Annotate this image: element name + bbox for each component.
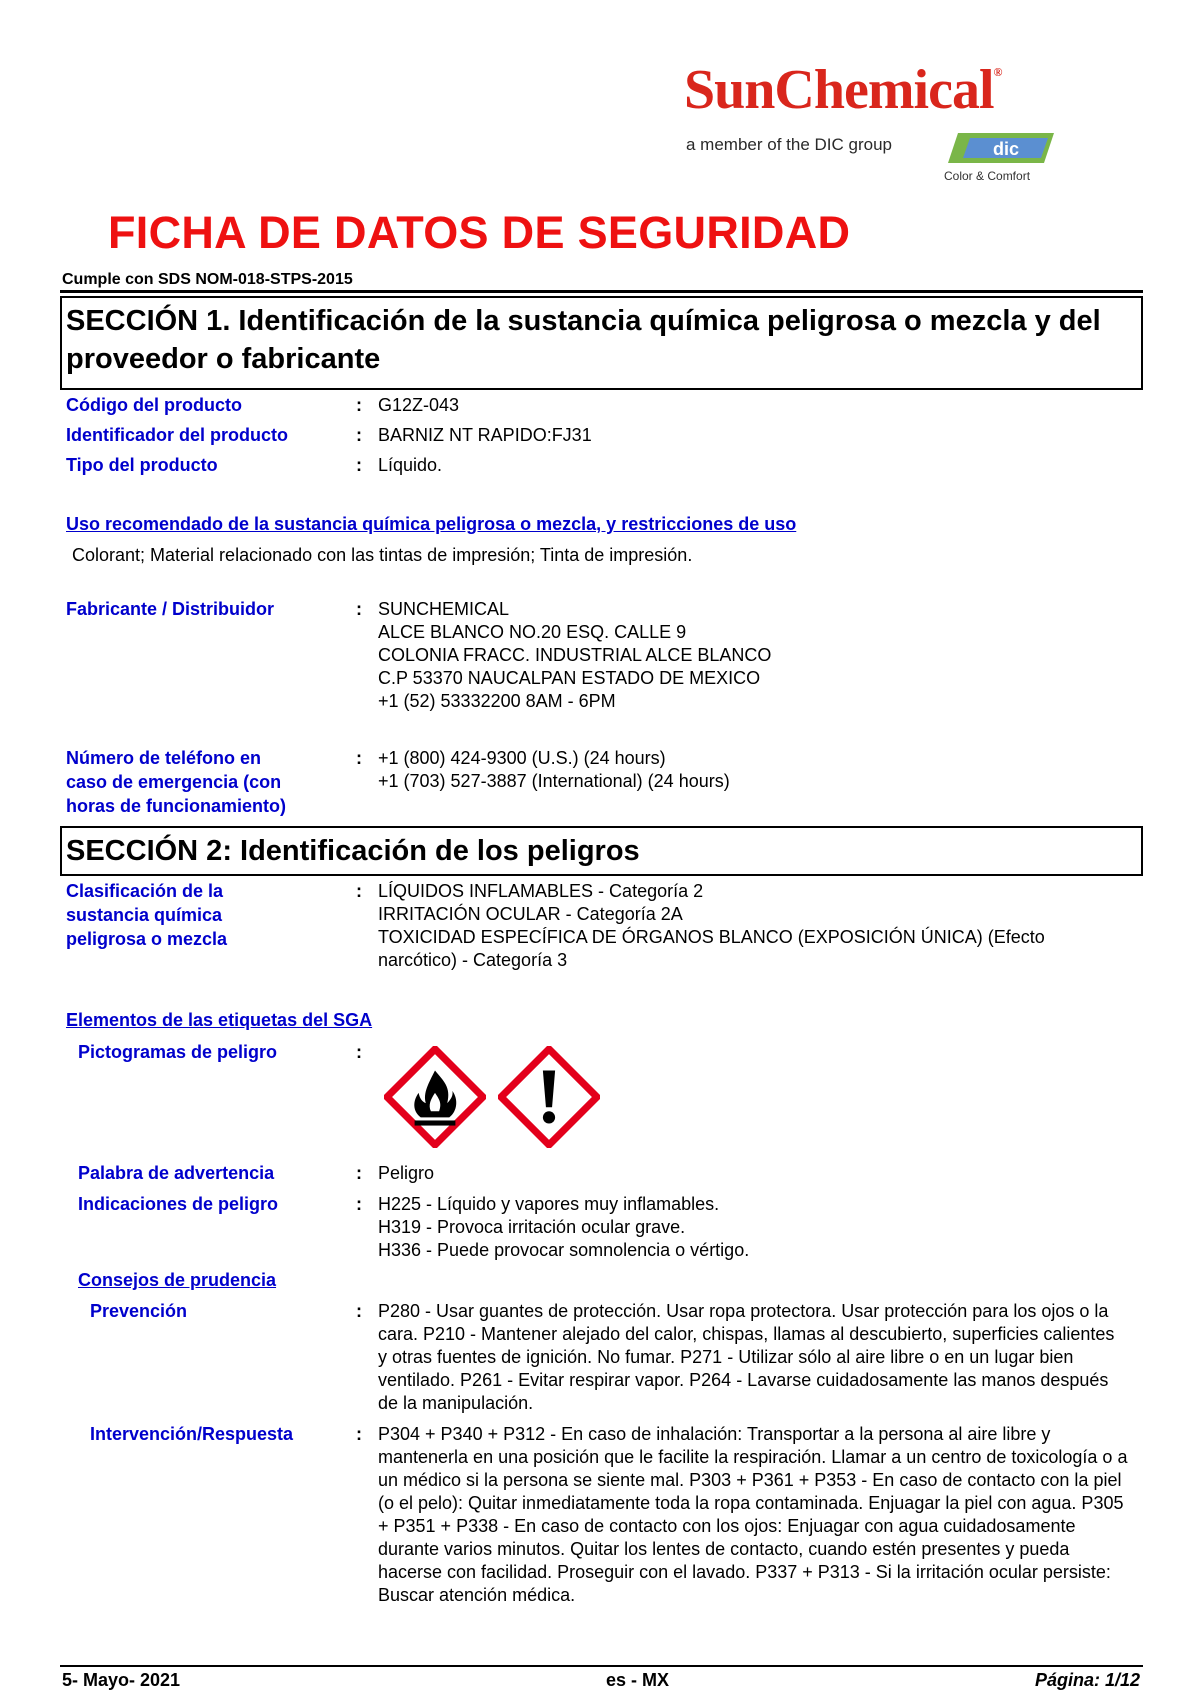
separator: :	[356, 881, 362, 901]
recommended-use-heading[interactable]: Uso recomendado de la sustancia química peligrosa o mezcla, y restricciones de uso	[66, 514, 797, 534]
pictograms-label: Pictogramas de peligro	[78, 1042, 278, 1062]
separator: :	[356, 425, 362, 445]
logo-tagline: a member of the DIC group	[686, 135, 892, 154]
emergency-label-line: caso de emergencia (con	[66, 772, 282, 792]
section1-title: SECCIÓN 1. Identificación de la sustancia química peligrosa o mezcla y del proveedor o fabricante	[66, 305, 1101, 375]
response-label: Intervención/Respuesta	[90, 1424, 294, 1444]
product-id-label: Identificador del producto	[66, 425, 289, 445]
hazard-statements	[378, 1193, 749, 1262]
label-elements-heading[interactable]: Elementos de las etiquetas del SGA	[66, 1010, 373, 1030]
separator: :	[356, 1042, 362, 1062]
footer-date: 5- Mayo- 2021	[62, 1670, 181, 1690]
exclamation-icon	[498, 1046, 600, 1148]
classification-line: TOXICIDAD ESPECÍFICA DE ÓRGANOS BLANCO (EXPOSICIÓN ÚNICA) (Efecto	[378, 927, 1045, 947]
product-code-value: G12Z-043	[378, 395, 460, 415]
emergency-phones	[378, 747, 730, 793]
address-line: COLONIA FRACC. INDUSTRIAL ALCE BLANCO	[378, 645, 772, 665]
manufacturer-label: Fabricante / Distribuidor	[66, 599, 275, 619]
section2-header-box	[60, 826, 1143, 876]
hazard-statement: H225 - Líquido y vapores muy inflamables.	[378, 1194, 720, 1214]
separator: :	[356, 395, 362, 415]
address-line: SUNCHEMICAL	[378, 599, 510, 619]
classification-label	[66, 879, 227, 951]
dic-logo-icon	[948, 131, 1056, 165]
product-id-value: BARNIZ NT RAPIDO:FJ31	[378, 425, 592, 445]
document-title: FICHA DE DATOS DE SEGURIDAD	[108, 207, 851, 258]
sunchemical-logo	[684, 59, 1002, 121]
separator: :	[356, 455, 362, 475]
emergency-phone-line: +1 (800) 424-9300 (U.S.) (24 hours)	[378, 748, 666, 768]
prevention-label: Prevención	[90, 1301, 188, 1321]
precautionary-heading[interactable]: Consejos de prudencia	[78, 1270, 277, 1290]
recommended-use-text: Colorant; Material relacionado con las tintas de impresión; Tinta de impresión.	[72, 545, 693, 565]
emergency-label	[66, 746, 286, 818]
registered-mark: ®	[993, 65, 1002, 79]
hazard-statement: H336 - Puede provocar somnolencia o vértigo.	[378, 1240, 750, 1260]
classification-label-line: Clasificación de la	[66, 881, 224, 901]
logo-brand: SunChemical	[684, 59, 994, 121]
separator: :	[356, 599, 362, 619]
footer-language: es - MX	[606, 1670, 670, 1690]
footer-page-number: Página: 1/12	[1034, 1670, 1140, 1690]
emergency-label-line: horas de funcionamiento)	[66, 796, 287, 816]
section2-title: SECCIÓN 2: Identificación de los peligros	[66, 835, 640, 867]
classification-line: IRRITACIÓN OCULAR - Categoría 2A	[378, 904, 683, 924]
dic-mark-text: dic	[992, 139, 1020, 159]
separator: :	[356, 1301, 362, 1321]
separator: :	[356, 1424, 362, 1444]
address-line: +1 (52) 53332200 8AM - 6PM	[378, 691, 616, 711]
product-code-label: Código del producto	[66, 395, 242, 415]
manufacturer-address	[378, 598, 771, 713]
product-type-label: Tipo del producto	[66, 455, 218, 475]
prevention-text: P280 - Usar guantes de protección. Usar ropa protectora. Usar protección para los ojos o la cara. P210 - Mantener alejado del calor, chispas, llamas al descubierto, superficies calientes y otras fuentes de ignición. No fumar. P271 - Utilizar sólo al aire libre o en un lugar bien ventilado. P261 - Evitar respirar vapor. P264 - Lavarse cuidadosamente las manos después de la manipulación.	[378, 1301, 1115, 1413]
header-divider	[60, 290, 1143, 293]
address-line: ALCE BLANCO NO.20 ESQ. CALLE 9	[378, 622, 687, 642]
separator: :	[356, 1163, 362, 1183]
signal-word-label: Palabra de advertencia	[78, 1163, 275, 1183]
classification-line: narcótico) - Categoría 3	[378, 950, 568, 970]
separator: :	[356, 748, 362, 768]
hazard-statements-label: Indicaciones de peligro	[78, 1194, 279, 1214]
hazard-statement: H319 - Provoca irritación ocular grave.	[378, 1217, 686, 1237]
address-line: C.P 53370 NAUCALPAN ESTADO DE MEXICO	[378, 668, 761, 688]
signal-word-value: Peligro	[378, 1163, 435, 1183]
section1-header-box	[60, 296, 1143, 390]
separator: :	[356, 1194, 362, 1214]
classification-values	[378, 880, 1045, 972]
footer-divider	[60, 1665, 1143, 1667]
emergency-phone-line: +1 (703) 527-3887 (International) (24 hours)	[378, 771, 730, 791]
classification-label-line: peligrosa o mezcla	[66, 929, 228, 949]
emergency-label-line: Número de teléfono en	[66, 748, 262, 768]
product-type-value: Líquido.	[378, 455, 443, 475]
response-text: P304 + P340 + P312 - En caso de inhalación: Transportar a la persona al aire libre y mantenerla en una posición que le facilite la respiración. Llamar a un centro de toxicología o a un médico si la persona se siente mal. P303 + P361 + P353 - En caso de contacto con la piel (o el pelo): Quitar inmediatamente toda la ropa contaminada. Enjuagar la piel con agua. P305 + P351 + P338 - En caso de contacto con los ojos: Enjuagar con agua cuidadosamente durante varios minutos. Quitar los lentes de contacto, cuando estén presentes y pueda hacerse con facilidad. Proseguir con el lavado. P337 + P313 - Si la irritación ocular persiste: Buscar atención médica.	[378, 1424, 1128, 1605]
classification-line: LÍQUIDOS INFLAMABLES - Categoría 2	[378, 881, 704, 901]
classification-label-line: sustancia química	[66, 905, 223, 925]
compliance-note: Cumple con SDS NOM-018-STPS-2015	[62, 271, 353, 288]
flame-icon	[384, 1046, 486, 1148]
dic-tagline: Color & Comfort	[944, 169, 1031, 183]
